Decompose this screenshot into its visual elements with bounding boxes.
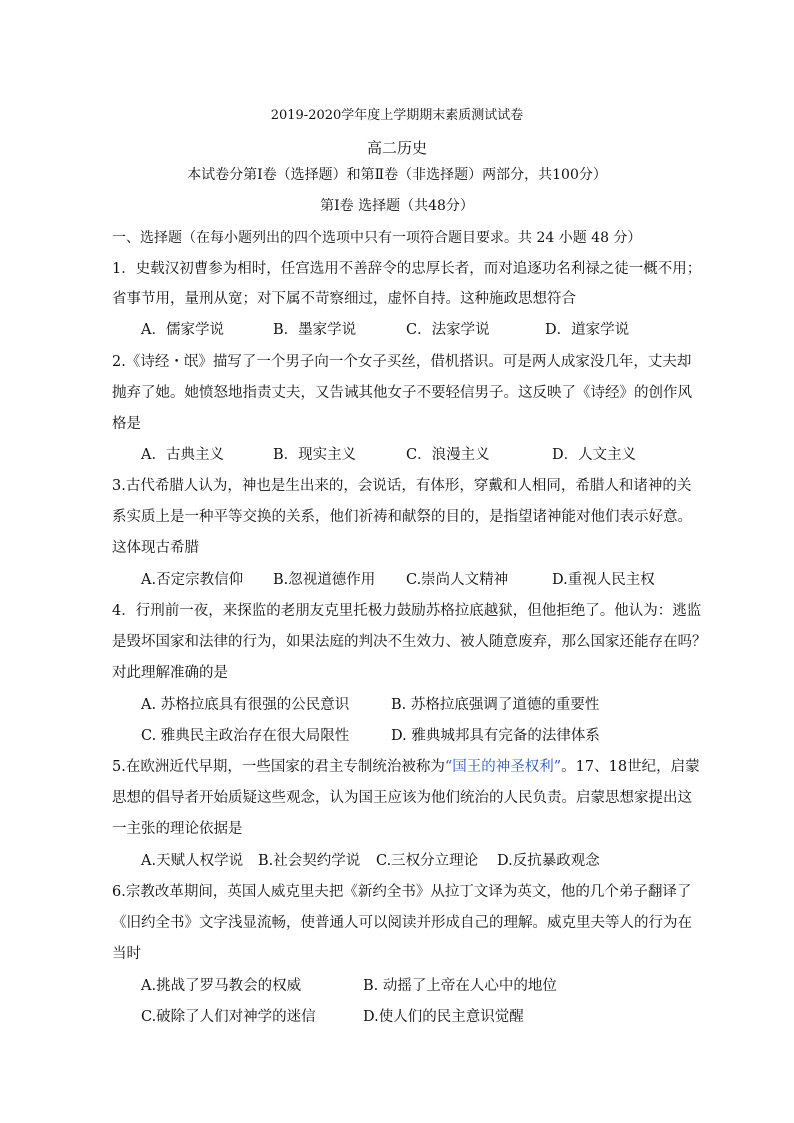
q4-option-d: D. 雅典城邦具有完备的法律体系 (391, 728, 600, 744)
q5-option-a: A.天赋人权学说 (141, 853, 244, 869)
q5-line-2: 思想的倡导者开始质疑这些观念，认为国王应该为他们统治的人民负责。启蒙思想家提出这 (112, 790, 692, 806)
q1-option-d: D．道家学说 (545, 322, 630, 338)
q6-option-d: D.使人们的民主意识觉醒 (363, 1009, 524, 1025)
q4-option-a: A. 苏格拉底具有很强的公民意识 (141, 697, 350, 713)
q4-line-1: 4．行刑前一夜，来探监的老朋友克里托极力鼓励苏格拉底越狱，但他拒绝了。他认为：逃监 (112, 603, 702, 619)
subject-title: 高二历史 (366, 139, 427, 157)
q3-line-1: 3.古代希腊人认为，神也是生出来的，会说话，有体形，穿戴和人相同，希腊人和诸神的关 (112, 478, 692, 494)
q5-line-3: 一主张的理论依据是 (112, 821, 243, 837)
q6-line-3: 当时 (112, 946, 141, 962)
exam-info: 本试卷分第Ⅰ卷（选择题）和第Ⅱ卷（非选择题）两部分，共100分） (187, 167, 607, 183)
q3-option-c: C.崇尚人文精神 (406, 572, 509, 588)
q3-option-b: B.忽视道德作用 (273, 572, 376, 588)
q6-option-c: C.破除了人们对神学的迷信 (141, 1009, 316, 1025)
q2-option-b: B．现实主义 (273, 447, 357, 463)
watermark (700, 762, 740, 782)
q2-option-a: A．古典主义 (141, 447, 224, 463)
exam-title: 2019-2020学年度上学期期末素质测试试卷 (270, 108, 524, 123)
q4-option-b: B. 苏格拉底强调了道德的重要性 (391, 697, 600, 713)
q5-line-1-pre: 5.在欧洲近代早期，一些国家的君主专制统治被称为 (112, 759, 445, 775)
part1-title: 第Ⅰ卷 选择题（共48分） (320, 198, 474, 214)
q2-option-d: D．人文主义 (552, 447, 637, 463)
q1-option-b: B．墨家学说 (273, 322, 357, 338)
q6-option-a: A.挑战了罗马教会的权威 (141, 978, 302, 994)
q3-option-d: D.重视人民主权 (552, 572, 655, 588)
q5-line-1-post: 。17、18世纪，启蒙 (561, 759, 700, 775)
q5-option-d: D.反抗暴政观念 (497, 853, 600, 869)
q2-line-3: 格是 (112, 416, 141, 432)
section-heading: 一、选择题（在每小题列出的四个选项中只有一项符合题目要求。共 24 小题 48 分） (112, 230, 642, 246)
q4-line-2: 是毁坏国家和法律的行为，如果法庭的判决不生效力、被人随意废弃，那么国家还能存在吗？ (112, 634, 707, 650)
q1-option-a: A．儒家学说 (141, 322, 224, 338)
q6-option-b: B. 动摇了上帝在人心中的地位 (363, 978, 557, 994)
q5-line-1 (112, 757, 700, 777)
q3-line-3: 这体现古希腊 (112, 540, 199, 556)
q6-line-1: 6.宗教改革期间，英国人威克里夫把《新约全书》从拉丁文译为英文，他的几个弟子翻译了 (112, 884, 692, 900)
q5-quote: “国王的神圣权利” (444, 759, 562, 775)
q4-line-3: 对此理解准确的是 (112, 665, 228, 681)
q1-option-c: C．法家学说 (406, 322, 490, 338)
q2-option-c: C．浪漫主义 (406, 447, 490, 463)
q2-line-2: 抛弃了她。她愤怒地指责丈夫，又告诫其他女子不要轻信男子。这反映了《诗经》的创作风 (112, 385, 692, 401)
q3-line-2: 系实质上是一种平等交换的关系，他们祈祷和献祭的目的，是指望诸神能对他们表示好意。 (112, 509, 692, 525)
q1-line-1: 1．史载汉初曹参为相时，任宫选用不善辞令的忠厚长者，而对追逐功名利禄之徒一概不用； (112, 261, 702, 277)
q5-option-c: C.三权分立理论 (376, 853, 479, 869)
q2-line-1: 2.《诗经・氓》描写了一个男子向一个女子买丝，借机搭识。可是两人成家没几年，丈夫却 (112, 354, 692, 370)
q5-option-b: B.社会契约学说 (258, 853, 361, 869)
q4-option-c: C. 雅典民主政治存在很大局限性 (141, 728, 350, 744)
q6-line-2: 《旧约全书》文字浅显流畅，使普通人可以阅读并形成自己的理解。威克里夫等人的行为在 (112, 915, 692, 931)
q1-line-2: 省事节用，量刑从宽；对下属不苛察细过，虚怀自持。这种施政思想符合 (112, 291, 576, 307)
q3-option-a: A.否定宗教信仰 (141, 572, 244, 588)
